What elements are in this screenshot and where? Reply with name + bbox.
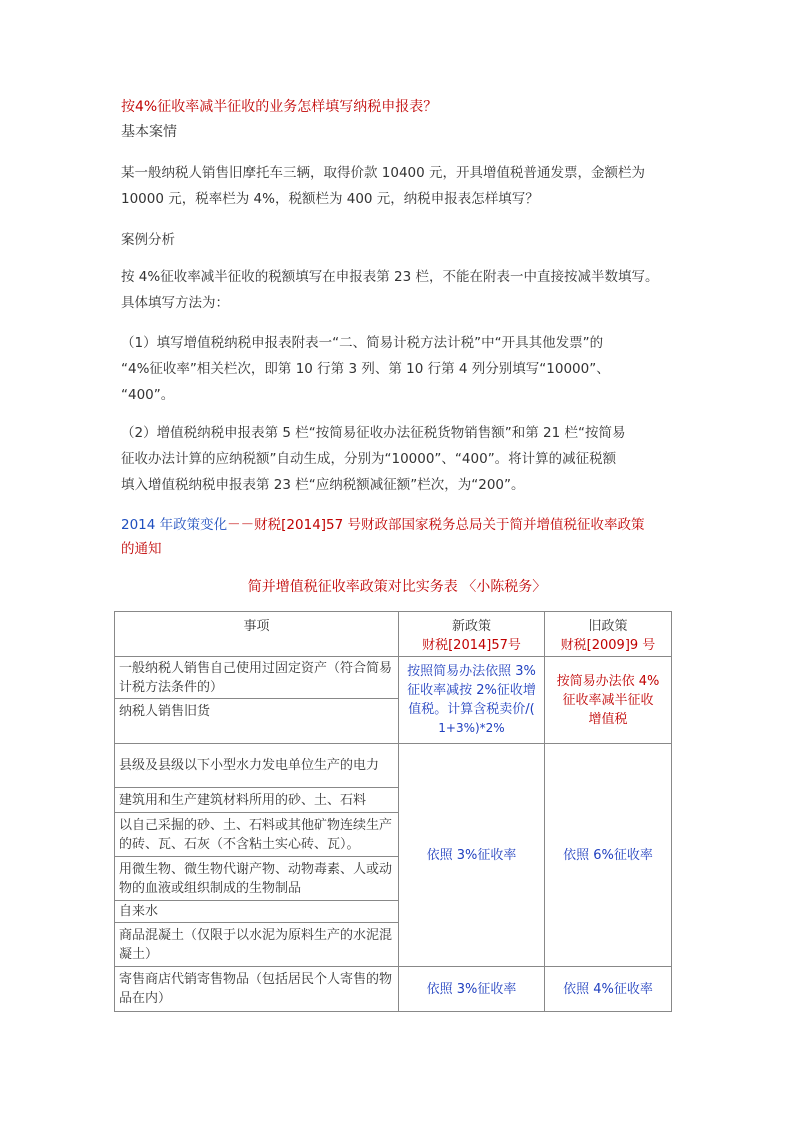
case-line: 某一般纳税人销售旧摩托车三辆，取得价款 10400 元，开具增值税普通发票，金额栏为 xyxy=(121,165,646,181)
item-cell: 用微生物、微生物代谢产物、动物毒素、人或动物的血液或组织制成的生物制品 xyxy=(115,857,399,901)
item-cell: 商品混凝土（仅限于以水泥为原料生产的水泥混凝土） xyxy=(115,923,399,967)
item-cell: 纳税人销售旧货 xyxy=(115,699,399,744)
step1-line: （1）填写增值税纳税申报表附表一“二、简易计税方法计税”中“开具其他发票”的 xyxy=(121,335,604,351)
policy-title-line1: －－财税[2014]57 号财政部国家税务总局关于简并增值税征收率政策 xyxy=(227,517,645,533)
table-row xyxy=(115,657,672,699)
step2-line: 征收办法计算的应纳税额”自动生成，分别为“10000”、“400”。将计算的减征税额 xyxy=(121,451,617,467)
policy-change-heading xyxy=(121,513,681,561)
analysis-line: 具体填写方法为： xyxy=(121,295,229,311)
case-paragraph xyxy=(121,160,645,212)
item-cell: 以自己采掘的砂、土、石料或其他矿物连续生产的砖、瓦、石灰（不含粘土实心砖、瓦）。 xyxy=(115,813,399,857)
header-old-policy xyxy=(545,612,672,657)
group1-new-line: 1+3%)*2% xyxy=(438,721,505,735)
policy-prefix: 2014 年政策变化 xyxy=(121,517,228,533)
header-new-label: 新政策 xyxy=(451,619,491,634)
header-item: 事项 xyxy=(115,612,399,657)
group1-old-line: 征收率减半征收 xyxy=(562,692,654,708)
article-title: 按4%征收率减半征收的业务怎样填写纳税申报表？ xyxy=(121,99,438,115)
table-row xyxy=(115,967,672,1012)
step2-paragraph xyxy=(121,420,626,498)
group1-old-line: 增值税 xyxy=(588,711,628,727)
item-cell: 建筑用和生产建筑材料所用的砂、土、石料 xyxy=(115,788,399,813)
group1-old-policy xyxy=(545,657,672,744)
analysis-paragraph xyxy=(121,264,658,316)
step2-line: （2）增值税纳税申报表第 5 栏“按简易征收办法征税货物销售额”和第 21 栏“按简易 xyxy=(121,425,626,441)
case-heading: 基本案情 xyxy=(121,124,177,140)
table-row xyxy=(115,744,672,788)
step1-line: “4%征收率”相关栏次，即第 10 行第 3 列、第 10 行第 4 列分别填写“10000”、 xyxy=(121,361,610,377)
group1-new-line: 按照简易办法依照 3% xyxy=(407,664,536,679)
group2-new-policy: 依照 3%征收率 xyxy=(399,744,545,967)
policy-title-line2: 的通知 xyxy=(121,541,162,557)
table-caption: 简并增值税征收率政策对比实务表 〈小陈税务〉 xyxy=(247,579,547,595)
item-cell: 寄售商店代销寄售物品（包括居民个人寄售的物品在内） xyxy=(115,967,399,1012)
group1-new-line: 征收率减按 2%征收增 xyxy=(407,683,536,698)
step2-line: 填入增值税纳税申报表第 23 栏“应纳税额减征额”栏次，为“200”。 xyxy=(121,477,525,493)
header-old-label: 旧政策 xyxy=(588,619,628,634)
item-cell: 自来水 xyxy=(115,901,399,923)
header-new-policy xyxy=(399,612,545,657)
group3-new-policy: 依照 3%征收率 xyxy=(399,967,545,1012)
analysis-heading: 案例分析 xyxy=(121,232,175,248)
group2-old-policy: 依照 6%征收率 xyxy=(545,744,672,967)
item-cell: 一般纳税人销售自己使用过固定资产（符合简易计税方法条件的） xyxy=(115,657,399,699)
case-line: 10000 元，税率栏为 4%，税额栏为 400 元，纳税申报表怎样填写？ xyxy=(121,191,539,207)
group1-old-line: 按简易办法依 4% xyxy=(556,673,660,689)
header-new-ref: 财税[2014]57号 xyxy=(422,638,521,653)
item-cell: 县级及县级以下小型水力发电单位生产的电力 xyxy=(115,744,399,788)
analysis-line: 按 4%征收率减半征收的税额填写在申报表第 23 栏，不能在附表一中直接按减半数填写。 xyxy=(121,269,659,285)
step1-line: “400”。 xyxy=(121,387,175,403)
group1-new-policy xyxy=(399,657,545,744)
table-header-row xyxy=(115,612,672,657)
step1-paragraph xyxy=(121,330,610,408)
group1-new-line: 值税。计算含税卖价/( xyxy=(408,702,535,717)
policy-comparison-table xyxy=(114,611,672,1012)
header-old-ref: 财税[2009]9 号 xyxy=(560,638,656,653)
group3-old-policy: 依照 4%征收率 xyxy=(545,967,672,1012)
